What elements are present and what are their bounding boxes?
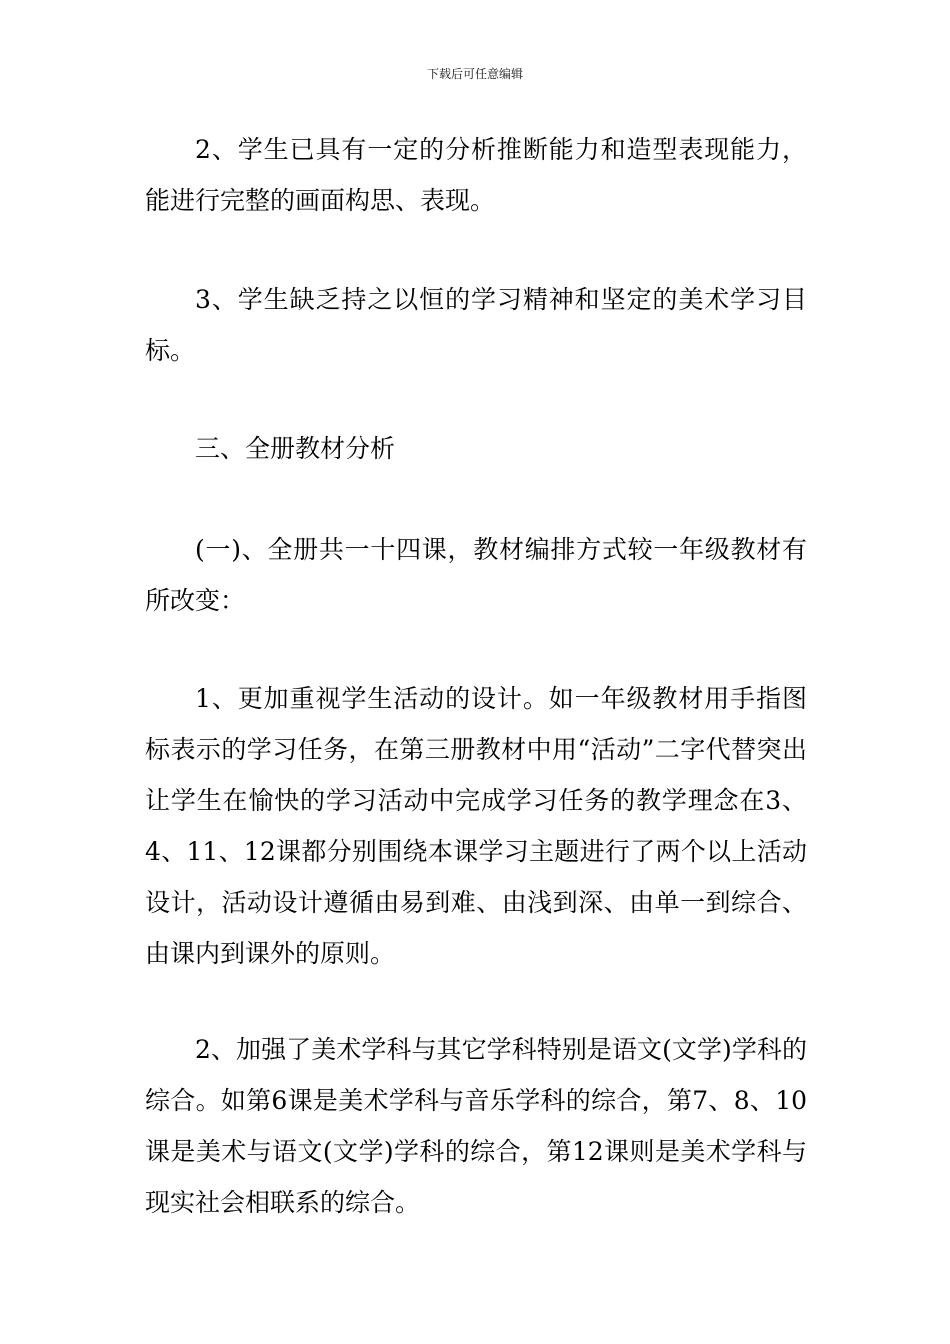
paragraph-textbook-overview: (一)、全册共一十四课，教材编排方式较一年级教材有所改变： — [145, 535, 807, 615]
paragraph-activity-design: 1、更加重视学生活动的设计。如一年级教材用手指图标表示的学习任务，在第三册教材中用“活动”二字代替突出让学生在愉快的学习活动中完成学习任务的教学理念在3、4、11、12课都分别围绕本课学习主题进行了两个以上活动设计，活动设计遵循由易到难、由浅到深、由单一到综合、由课内到课外的原则。 — [145, 684, 807, 968]
paragraph-student-weakness: 3、学生缺乏持之以恒的学习精神和坚定的美术学习目标。 — [145, 285, 807, 365]
page-header: 下载后可任意编辑 — [426, 67, 523, 81]
paragraph-subject-integration: 2、加强了美术学科与其它学科特别是语文(文学)学科的综合。如第6课是美术学科与音乐学科的综合，第7、8、10课是美术与语文(文学)学科的综合，第12课则是美术学科与现实社会相联系的综合。 — [145, 1035, 807, 1217]
paragraph-student-ability: 2、学生已具有一定的分析推断能力和造型表现能力，能进行完整的画面构思、表现。 — [145, 135, 807, 215]
section-heading-textbook-analysis: 三、全册教材分析 — [195, 434, 396, 463]
